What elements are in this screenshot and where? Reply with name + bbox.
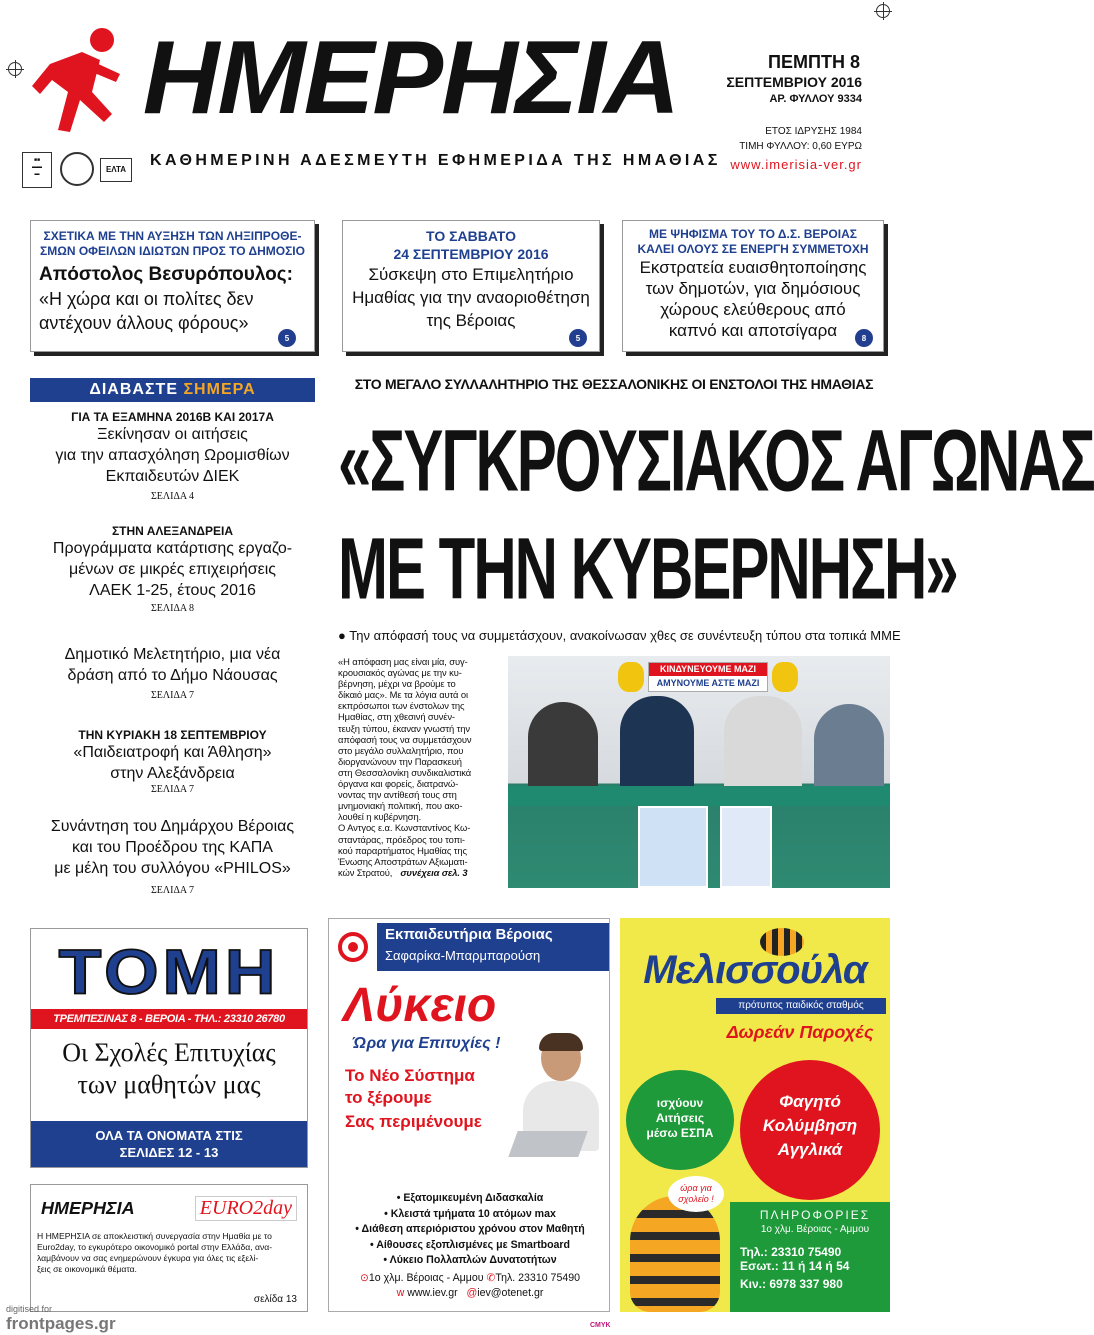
tomi-line: των μαθητών μας — [77, 1070, 261, 1099]
main-story[interactable] — [338, 376, 1094, 911]
euro2day-text — [31, 1221, 307, 1275]
bullet-icon: ● — [338, 628, 350, 643]
footer-digitised: digitised for — [6, 1304, 53, 1314]
read-item-page: ΣΕΛΙΔΑ 8 — [150, 603, 195, 614]
school-owners: Σαφαρίκα-Μπαρμπαρούση — [385, 948, 541, 963]
euro2day-text-line: λαμβάνουν να σας ενημερώνουν έγκυρα για όλες τις εξελί- — [37, 1253, 259, 1263]
tomi-line: Οι Σχολές Επιτυχίας — [62, 1038, 276, 1067]
main-body-line: Ένωσης Αποστράτων Αξιωματι- — [338, 855, 468, 867]
lykeio-bullet: • Διάθεση απεριόριστου χρόνου στον Μαθητή — [355, 1223, 585, 1236]
read-item-page: ΣΕΛΙΔΑ 4 — [150, 491, 195, 502]
info-mobile: Κιν.: 6978 337 980 — [740, 1277, 843, 1291]
main-body-line: νοντας την αντίθεσή τους στη — [338, 789, 457, 801]
lykeio-contact — [329, 1271, 611, 1301]
read-item-line: μένων σε μικρές επιχειρήσεις — [69, 561, 276, 578]
masthead-subtitle: ΚΑΘΗΜΕΡΙΝΗ ΑΔΕΣΜΕΥΤΗ ΕΦΗΜΕΡΙΔΑ ΤΗΣ ΗΜΑΘΙΑΣ — [150, 152, 721, 169]
read-item-head: ΓΙΑ ΤΑ ΕΞΑΜΗΝΑ 2016Β ΚΑΙ 2017Α — [71, 410, 274, 424]
euro2day-logo: EURO2day — [195, 1196, 297, 1221]
main-body-line: «Η απόφαση μας είναι μία, συγ- — [338, 656, 468, 667]
lykeio-bullet: • Κλειστά τμήματα 10 ατόμων max — [384, 1207, 556, 1220]
bubble-text: ώρα για — [680, 1183, 712, 1193]
press-conference-photo — [508, 656, 890, 888]
read-item-head: ΤΗΝ ΚΥΡΙΑΚΗ 18 ΣΕΠΤΕΜΒΡΙΟΥ — [78, 728, 267, 742]
read-item-line: και του Προέδρου της ΚΑΠΑ — [72, 839, 273, 856]
lykeio-bullet: • Εξατομικευμένη Διδασκαλία — [396, 1192, 544, 1204]
school-name: Εκπαιδευτήρια Βέροιας — [385, 926, 553, 943]
main-body-line: Ημαθίας, στη χθεσινή συνέν- — [338, 711, 455, 723]
main-body-line: δίκαιό μας». Με τα λόγια αυτά οι — [338, 689, 468, 701]
top-box-head: 24 ΣΕΠΤΕΜΒΡΙΟΥ 2016 — [393, 246, 549, 262]
top-box-line: Απόστολος Βεσυρόπουλος: — [39, 264, 293, 285]
read-today-label: ΔΙΑΒΑΣΤΕ — [89, 381, 178, 398]
target-icon — [329, 923, 377, 971]
euro2day-text-line: ξεις σε οικονομικά θέματα. — [37, 1264, 137, 1274]
top-box-head: ΣΧΕΤΙΚΑ ΜΕ ΤΗΝ ΑΥΞΗΣΗ ΤΩΝ ΛΗΞΙΠΡΟΘΕ- — [43, 229, 302, 243]
issue-number: ΑΡ. ΦΥΛΛΟΥ 9334 — [769, 93, 862, 105]
main-body-line: κού παραρτήματος Ημαθίας της — [338, 844, 467, 856]
press-badge-icon: ■■ ▬▬ ▬ — [22, 152, 52, 188]
poster — [638, 806, 708, 888]
euro2day-page: σελίδα 13 — [253, 1294, 297, 1305]
top-box-vesyropoulos[interactable] — [30, 220, 315, 352]
read-item[interactable] — [30, 728, 315, 795]
top-box-head: ΜΕ ΨΗΦΙΣΜΑ ΤΟΥ ΤΟ Δ.Σ. ΒΕΡΟΙΑΣ — [649, 227, 857, 241]
website-link[interactable]: www.imerisia-ver.gr — [730, 157, 862, 172]
main-kicker: ΣΤΟ ΜΕΓΑΛΟ ΣΥΛΛΑΛΗΤΗΡΙΟ ΤΗΣ ΘΕΣΣΑΛΟΝΙΚΗΣ ΟΙ ΕΝΣΤΟΛΟΙ ΤΗΣ ΗΜΑΘΙΑΣ — [354, 376, 874, 392]
top-box-smoking[interactable] — [622, 220, 884, 352]
read-item[interactable] — [30, 816, 315, 896]
info-title: ΠΛΗΡΟΦΟΡΙΕΣ — [759, 1208, 871, 1222]
issue-price: ΤΙΜΗ ΦΥΛΛΟΥ: 0,60 ΕΥΡΩ — [739, 141, 862, 152]
read-item-line: Συνάντηση του Δημάρχου Βέροιας — [50, 818, 295, 835]
main-headline-2: ΜΕ ΤΗΝ ΚΥΒΕΡΝΗΣΗ» — [338, 520, 957, 618]
read-item-line: για την απασχόληση Ωρομισθίων — [55, 447, 290, 464]
email-icon: @ — [466, 1287, 478, 1299]
top-box-line: Σύσκεψη στο Επιμελητήριο — [368, 265, 574, 284]
read-item-line: «Παιδειατροφή και Άθληση» — [73, 744, 272, 761]
read-item-head: ΣΤΗΝ ΑΛΕΞΑΝΔΡΕΙΑ — [111, 524, 234, 538]
top-box-head: ΤΟ ΣΑΒΒΑΤΟ — [426, 228, 516, 244]
main-body-line: εκπρόσωποι των ένστολων της — [338, 700, 465, 712]
main-deck-text: Την απόφασή τους να συμμετάσχουν, ανακοίνωσαν χθες σε συνέντευξη τύπου στα τοπικά ΜΜΕ — [349, 628, 901, 643]
big-bee-icon — [630, 1196, 720, 1312]
lykeio-web[interactable]: www.iev.gr — [407, 1287, 458, 1299]
main-body-line: απόφασή τους να συμμετάσχουν — [338, 733, 472, 745]
read-today-header — [30, 378, 315, 402]
runner-logo-icon — [22, 22, 132, 142]
read-item[interactable] — [30, 644, 315, 701]
read-item-line: Εκπαιδευτών ΔΙΕΚ — [105, 468, 240, 485]
main-body-line: διοργανώνουν την Παρασκευή — [338, 755, 462, 767]
main-body-line: τευξη τύπου, έκαναν γνωστή την — [338, 722, 470, 734]
melissoula-info-box — [730, 1202, 890, 1312]
top-box-epimelitirio[interactable] — [342, 220, 600, 352]
melissoula-tag: πρότυπος παιδικός σταθμός — [716, 998, 886, 1014]
banner-sign — [648, 662, 768, 692]
issue-month: ΣΕΠΤΕΜΒΡΙΟΥ 2016 — [726, 74, 862, 90]
lykeio-phone: Τηλ. 23310 75490 — [495, 1272, 581, 1284]
phone-icon: ✆ — [486, 1272, 496, 1284]
web-icon: w — [396, 1287, 405, 1299]
read-item-line: ΛΑΕΚ 1-25, έτους 2016 — [89, 582, 256, 599]
issue-day: ΠΕΜΠΤΗ 8 — [767, 52, 860, 72]
top-box-head: ΚΑΛΕΙ ΟΛΟΥΣ ΣΕ ΕΝΕΡΓΗ ΣΥΜΜΕΤΟΧΗ — [637, 242, 869, 256]
read-item[interactable] — [30, 410, 315, 502]
read-today-panel — [30, 378, 315, 918]
read-item[interactable] — [30, 524, 315, 614]
main-headline-1: «ΣΥΓΚΡΟΥΣΙΑΚΟΣ ΑΓΩΝΑΣ — [338, 412, 1094, 510]
main-body-line: στο μεγάλο συλλαλητήριο, που — [338, 744, 464, 756]
location-icon: ⊙ — [359, 1272, 369, 1284]
euro2day-text-line: Η ΗΜΕΡΗΣΙΑ σε αποκλειστική συνεργασία στην Ημαθία με το — [37, 1231, 272, 1241]
service-item: Αγγλικά — [777, 1140, 843, 1159]
main-body-line: μνημονιακή πολιτική, που ακο- — [338, 800, 463, 812]
person-silhouette — [528, 702, 598, 792]
lykeio-bullet: • Αίθουσες εξοπλισμένες με Smartboard — [369, 1238, 571, 1251]
main-deck — [338, 628, 901, 643]
read-item-line: Προγράμματα κατάρτισης εργαζο- — [52, 540, 293, 557]
founded-year: ΕΤΟΣ ΙΔΡΥΣΗΣ 1984 — [765, 126, 862, 137]
person-silhouette — [724, 696, 802, 792]
melissoula-brand: Μελισσούλα — [643, 948, 867, 992]
speech-bubble — [668, 1176, 724, 1212]
tomi-names: ΟΛΑ ΤΑ ΟΝΟΜΑΤΑ ΣΤΙΣ — [95, 1128, 243, 1143]
main-body-line: κών Στρατού, συνέχεια σελ. 3 — [338, 866, 468, 878]
top-box-line: Εκστρατεία ευαισθητοποίησης — [639, 258, 867, 277]
euro2day-text-line: Euro2day, το εγκυρότερο οικονομικό portal στην Ελλάδα, ανα- — [37, 1242, 273, 1252]
lykeio-line: Σας περιμένουμε — [345, 1112, 482, 1131]
lykeio-header — [329, 923, 609, 971]
emblem-icon — [772, 662, 798, 692]
main-body-line: βέρνηση, μέχρι να βρούμε το — [338, 678, 456, 690]
lykeio-title: Λύκειο — [343, 979, 497, 1032]
info-hours: Εσωτ.: 11 ή 14 ή 54 — [740, 1259, 850, 1273]
read-item-line: με μέλη του συλλόγου «PHILOS» — [54, 860, 291, 877]
banner-text: ΚΙΝΔΥΝΕΥΟΥΜΕ ΜΑΖΙ — [649, 663, 767, 676]
main-body-line: κρουσιακός αγώνας με την κυ- — [338, 667, 462, 679]
top-box-line: της Βέροιας — [426, 311, 516, 330]
melissoula-free: Δωρεάν Παροχές — [726, 1022, 874, 1042]
ad-lykeio[interactable] — [328, 918, 610, 1312]
service-item: Κολύμβηση — [762, 1116, 858, 1135]
read-item-line: Ξεκίνησαν οι αιτήσεις — [97, 426, 248, 443]
lykeio-bullet: • Λύκειο Πολλαπλών Δυνατοτήτων — [383, 1254, 557, 1267]
footer-cmyk: CMYK — [590, 1322, 611, 1329]
page-number-badge: 8 — [855, 329, 873, 347]
main-body — [338, 656, 498, 878]
ad-euro2day[interactable] — [30, 1184, 308, 1312]
service-item: Φαγητό — [779, 1092, 841, 1111]
lykeio-address: 1ο χλμ. Βέροιας - Αμμου — [368, 1272, 484, 1284]
imerisia-small-logo: ΗΜΕΡΗΣΙΑ — [41, 1197, 135, 1218]
read-today-label-accent: ΣΗΜΕΡΑ — [183, 381, 256, 398]
masthead-title: ΗΜΕΡΗΣΙΑ — [142, 20, 679, 136]
tomi-brand: ΤΟΜΗ — [58, 936, 280, 1008]
tomi-names-bar — [31, 1121, 307, 1167]
main-body-line: σταντάρας, πρόεδρος του τοπι- — [338, 833, 465, 845]
top-box-head: ΣΜΩΝ ΟΦΕΙΛΩΝ ΙΔΙΩΤΩΝ ΠΡΟΣ ΤΟ ΔΗΜΟΣΙΟ — [40, 244, 305, 258]
read-item-page: ΣΕΛΙΔΑ 7 — [150, 784, 195, 795]
lykeio-email[interactable]: iev@otenet.gr — [477, 1287, 544, 1299]
ad-melissoula[interactable] — [620, 918, 890, 1312]
top-box-line: Ημαθίας για την αναοριοθέτηση — [352, 288, 590, 307]
euro2day-logos — [31, 1185, 307, 1221]
read-item-page: ΣΕΛΙΔΑ 7 — [150, 690, 195, 701]
tomi-names: ΣΕΛΙΔΕΣ 12 - 13 — [119, 1145, 219, 1160]
ad-tomi[interactable] — [30, 928, 308, 1168]
main-body-line: λουθεί η κυβέρνηση. — [338, 811, 422, 823]
tomi-address: ΤΡΕΜΠΕΣΙΝΑΣ 8 - ΒΕΡΟΙΑ - ΤΗΛ.: 23310 26780 — [31, 1009, 307, 1029]
top-box-line: των δημοτών, για δημόσιους — [645, 279, 861, 298]
top-box-line: καπνό και αποτσίγαρα — [668, 321, 838, 340]
read-item-line: δράση από το Δήμο Νάουσας — [67, 667, 278, 684]
services-flower — [740, 1060, 880, 1200]
read-item-line: Δημοτικό Μελετητήριο, μια νέα — [64, 646, 281, 663]
seal-icon — [60, 152, 94, 186]
footer-site[interactable]: frontpages.gr — [6, 1314, 116, 1333]
bubble-text: σχολείο ! — [678, 1194, 714, 1204]
page-number-badge: 5 — [569, 329, 587, 347]
masthead — [0, 0, 900, 200]
lykeio-slogan: Ώρα για Επιτυχίες ! — [353, 1035, 501, 1052]
student-photo — [519, 1035, 603, 1165]
espa-text: Αιτήσεις — [655, 1111, 705, 1125]
top-box-line: αντέχουν άλλους φόρους» — [39, 313, 249, 333]
banner-text: ΑΜΥΝΟΥΜΕ ΑΣΤΕ ΜΑΖΙ — [656, 678, 760, 688]
main-body-line: Ο Αντγος ε.α. Κωνσταντίνος Κω- — [338, 822, 471, 834]
main-body-line: όργανα και φορείς, διατρανώ- — [338, 778, 459, 790]
small-logos — [22, 150, 132, 192]
info-address: 1ο χλμ. Βέροιας - Αμμου — [760, 1224, 870, 1235]
continued-link[interactable]: συνέχεια σελ. 3 — [400, 866, 468, 878]
espa-blob — [626, 1070, 734, 1170]
poster — [720, 806, 772, 888]
espa-text: μέσω ΕΣΠΑ — [646, 1126, 714, 1140]
info-tel: Τηλ.: 23310 75490 — [740, 1245, 842, 1259]
table — [508, 786, 890, 806]
person-silhouette — [620, 696, 694, 792]
emblem-icon — [618, 662, 644, 692]
elta-logo: ΕΛΤΑ — [100, 158, 132, 182]
read-item-line: στην Αλεξάνδρεια — [110, 765, 235, 782]
espa-text: ισχύουν — [656, 1096, 704, 1110]
main-body-line: στη Θεσσαλονίκη συνδικαλιστικά — [338, 766, 472, 778]
lykeio-bullets — [329, 1191, 611, 1269]
read-item-page: ΣΕΛΙΔΑ 7 — [150, 885, 195, 896]
lykeio-line: Το Νέο Σύστημα — [345, 1066, 475, 1085]
person-silhouette — [814, 704, 884, 794]
lykeio-line: το ξέρουμε — [345, 1088, 432, 1107]
top-box-line: «Η χώρα και οι πολίτες δεν — [39, 289, 254, 309]
page-number-badge: 5 — [278, 329, 296, 347]
top-box-line: χώρους ελεύθερους από — [660, 300, 846, 319]
